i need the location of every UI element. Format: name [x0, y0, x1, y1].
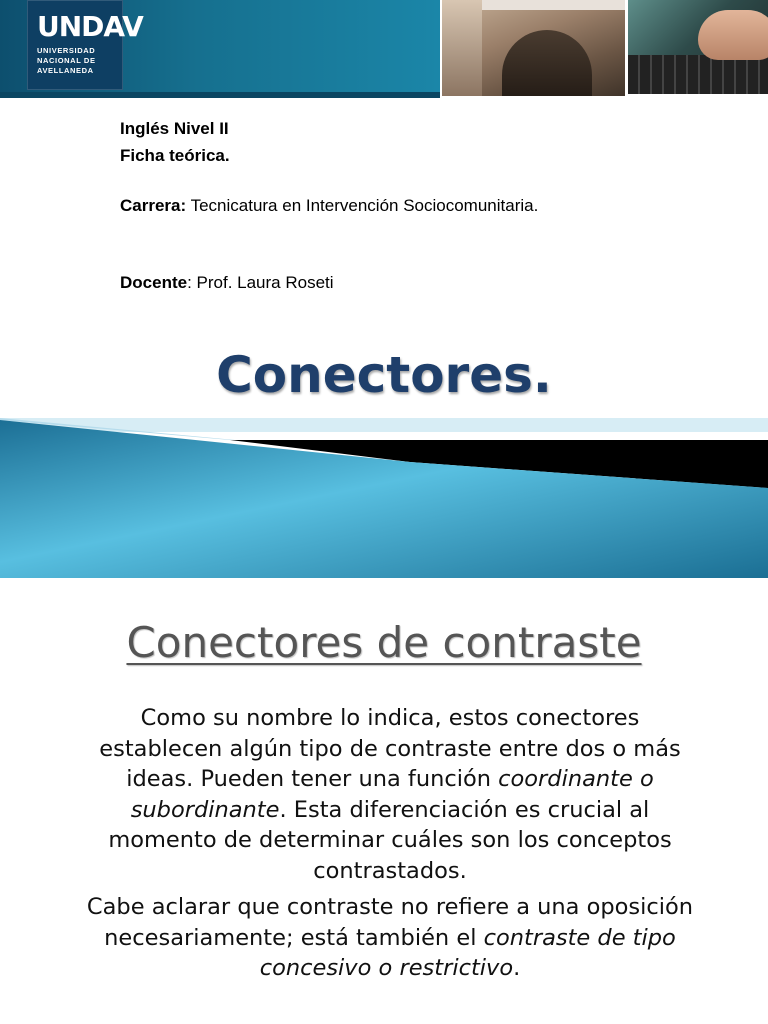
paragraph-clarification	[40, 892, 740, 984]
section-title: Conectores de contraste	[126, 618, 642, 667]
decorative-swoosh	[0, 410, 768, 578]
cover-title-text: Conectores	[216, 346, 533, 404]
paragraph-definition	[40, 703, 740, 886]
keyboard-photo	[628, 0, 768, 94]
text-fragment: . Esta diferenciación es crucial al	[279, 796, 650, 823]
text-line	[40, 764, 740, 795]
text-line	[40, 795, 740, 826]
docente-value: : Prof. Laura Roseti	[187, 273, 334, 292]
docente-line	[120, 273, 334, 293]
text-line: Como su nombre lo indica, estos conectores	[140, 705, 640, 731]
building-photo	[442, 0, 625, 96]
document-type: Ficha teórica.	[120, 146, 230, 165]
carrera-value: Tecnicatura en Intervención Sociocomunitaria.	[190, 196, 539, 215]
text-line: contrastados.	[313, 857, 467, 884]
italic-term: subordinante	[130, 796, 280, 823]
course-level: Inglés Nivel II	[120, 119, 229, 138]
text-line: Cabe aclarar que contraste no refiere a una oposición	[86, 894, 694, 920]
text-line	[40, 953, 740, 984]
carrera-line	[120, 196, 538, 216]
text-fragment: ideas. Pueden tener una función	[126, 766, 499, 792]
slide-contrast	[0, 578, 768, 1024]
text-line: establecen algún tipo de contraste entre dos o más	[99, 735, 681, 762]
logo-line: NACIONAL DE	[37, 56, 96, 65]
carrera-label: Carrera:	[120, 196, 187, 215]
university-logo	[27, 0, 143, 90]
text-line: momento de determinar cuáles son los conceptos	[108, 827, 672, 853]
italic-term: concesivo o restrictivo	[259, 955, 514, 981]
text-line	[40, 923, 740, 954]
logo-mark: UNDAV	[37, 10, 143, 43]
logo-line: UNIVERSIDAD	[37, 46, 96, 55]
text-fragment: .	[513, 955, 521, 981]
docente-label: Docente	[120, 273, 188, 292]
logo-text	[37, 46, 96, 76]
italic-term: contraste de tipo	[483, 924, 676, 951]
text-fragment: necesariamente; está también el	[104, 924, 484, 951]
italic-term: coordinante o	[498, 766, 654, 792]
cover-title	[0, 346, 768, 404]
logo-line: AVELLANEDA	[37, 66, 94, 75]
cover-title-dot: .	[532, 346, 552, 404]
